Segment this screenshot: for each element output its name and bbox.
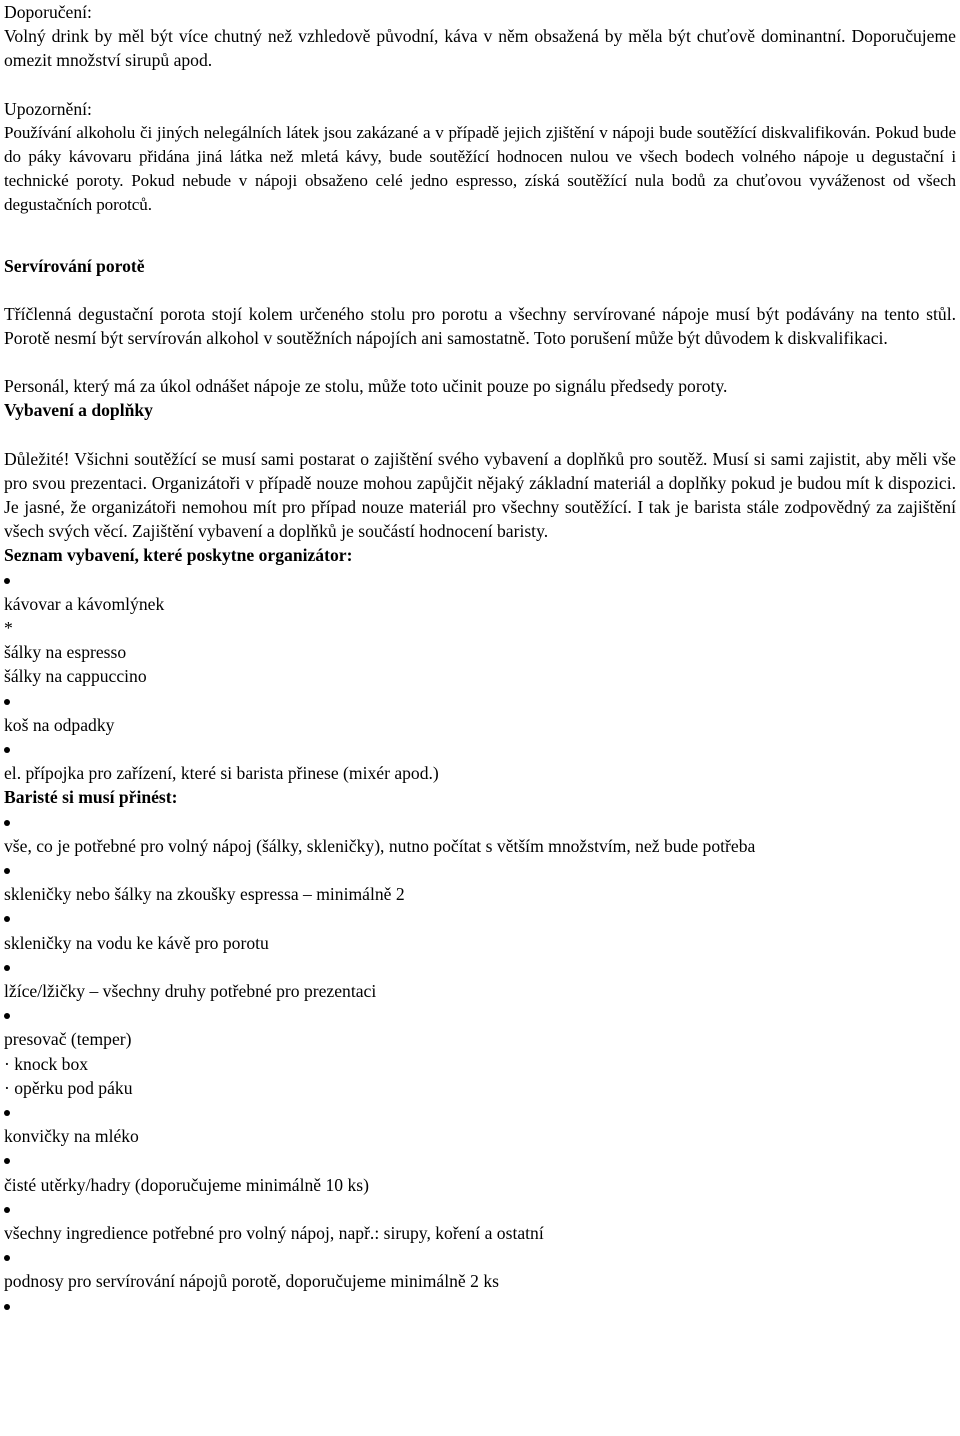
list-item: skleničky nebo šálky na zkoušky espressa – minimálně 2 — [4, 884, 405, 905]
list-item: el. přípojka pro zařízení, které si barista přinese (mixér apod.) — [4, 763, 439, 784]
serving-heading: Servírování porotě — [4, 255, 145, 276]
list-item: konvičky na mléko — [4, 1126, 139, 1147]
organizer-list — [4, 568, 956, 786]
list-item: podnosy pro servírování nápojů porotě, doporučujeme minimálně 2 ks — [4, 1271, 499, 1292]
list-item: šálky na cappuccino — [4, 666, 147, 687]
bullet-icon — [4, 568, 956, 592]
bullet-icon — [4, 906, 956, 930]
list-item: lžíce/lžičky – všechny druhy potřebné pro prezentaci — [4, 980, 377, 1001]
bullet-icon — [4, 1148, 956, 1172]
list-item: všechny ingredience potřebné pro volný nápoj, např.: sirupy, koření a ostatní — [4, 1222, 544, 1243]
bullet-icon — [4, 1197, 956, 1221]
equipment-text: Důležité! Všichni soutěžící se musí sami postarat o zajištění svého vybavení a doplňků pro soutěž. Musí si sami zajistit, aby měli vše pro svou prezentaci. Organizátoři v případě nouze mohou zapůjčit nějaký základní materiál a doplňky pokud je budou mít k dispozici. Je jasné, že organizátoři nemohou mít pro případ nouze materiál pro všechny soutěžící. I tak je barista stále zodpovědný za zajištění všech svých věcí. Zajištění vybavení a doplňků je součástí hodnocení baristy. — [4, 448, 956, 542]
list-item: skleničky na vodu ke kávě pro porotu — [4, 932, 269, 953]
bullet-icon — [4, 1100, 956, 1124]
bullet-icon — [4, 858, 956, 882]
list-item: · knock box — [4, 1053, 89, 1074]
serving-paragraph-1: Tříčlenná degustační porota stojí kolem určeného stolu pro porotu a všechny servírované nápoje musí být podávány na tento stůl. Porotě nesmí být servírován alkohol v soutěžních nápojích ani samostatně. Toto porušení může být důvodem k diskvalifikaci. — [4, 303, 956, 349]
equipment-heading: Vybavení a doplňky — [4, 400, 153, 421]
bullet-icon — [4, 1245, 956, 1269]
list-item: · opěrku pod páku — [4, 1077, 133, 1098]
bullet-icon — [4, 1294, 956, 1318]
list-item: presovač (temper) — [4, 1029, 132, 1050]
recommendation-label: Doporučení: — [4, 2, 92, 22]
list-item: čisté utěrky/hadry (doporučujeme minimálně 10 ks) — [4, 1174, 369, 1195]
list-item: kávovar a kávomlýnek — [4, 593, 165, 614]
list-item: vše, co je potřebné pro volný nápoj (šálky, skleničky), nutno počítat s větším množstvím, než bude potřeba — [4, 835, 756, 856]
barista-list-heading: Baristé si musí přinést: — [4, 787, 178, 808]
document-page — [4, 0, 956, 1318]
bullet-icon — [4, 737, 956, 761]
organizer-list-heading: Seznam vybavení, které poskytne organizátor: — [4, 545, 353, 566]
recommendation-text: Volný drink by měl být více chutný než vzhledově původní, káva v něm obsažená by měla být chuťově dominantní. Doporučujeme omezit množství sirupů apod. — [4, 26, 956, 71]
list-item: koš na odpadky — [4, 714, 115, 735]
bullet-icon — [4, 689, 956, 713]
list-item: šálky na espresso — [4, 642, 127, 663]
bullet-icon — [4, 955, 956, 979]
warning-label: Upozornění: — [4, 98, 92, 119]
barista-list — [4, 810, 956, 1318]
serving-paragraph-2: Personál, který má za úkol odnášet nápoje ze stolu, může toto učinit pouze po signálu předsedy poroty. — [4, 376, 728, 397]
warning-text: Používání alkoholu či jiných nelegálních látek jsou zakázané a v případě jejich zjištění v nápoji bude soutěžící diskvalifikován. Pokud bude do páky kávovaru přidána jiná látka než mletá kávy, bude soutěžící hodnocen nulou ve všech bodech volného nápoje u degustační i technické poroty. Pokud nebude v nápoji obsaženo celé jedno espresso, získá soutěžící nula bodů za chuťovou vyváženost od všech degustačních porotců. — [4, 122, 956, 215]
bullet-icon — [4, 810, 956, 834]
bullet-icon — [4, 1003, 956, 1027]
asterisk-icon: * — [4, 618, 13, 639]
